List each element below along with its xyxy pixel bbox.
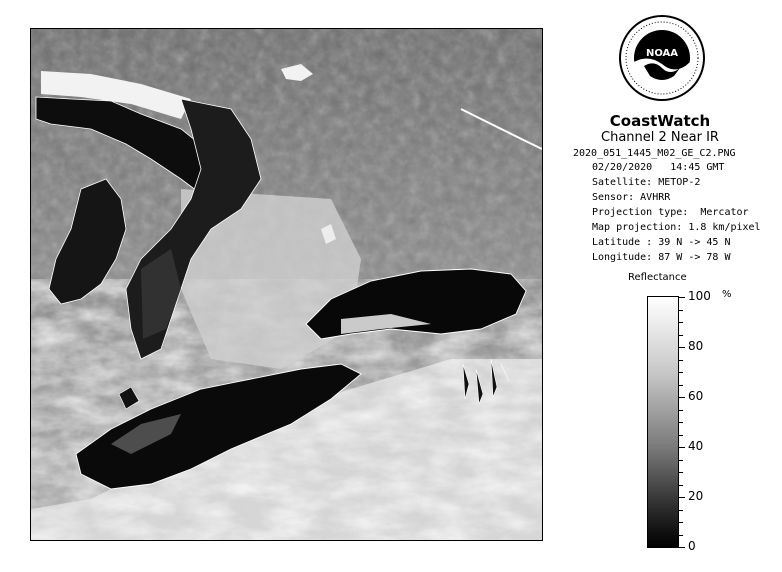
colorbar-minor-tick: [679, 460, 683, 461]
colorbar-minor-tick: [679, 510, 683, 511]
sensor: Sensor: AVHRR: [592, 192, 671, 203]
colorbar-tick-mark: [679, 297, 685, 298]
colorbar-minor-tick: [679, 372, 683, 373]
satellite-map-svg: [31, 29, 542, 540]
colorbar-minor-tick: [679, 472, 683, 473]
datetime: 02/20/2020 14:45 GMT: [592, 162, 725, 173]
channel-label: Channel 2 Near IR: [601, 130, 719, 145]
metadata-block: [592, 160, 761, 265]
map-projection: Map projection: 1.8 km/pixel: [592, 222, 761, 233]
logo-text: NOAA: [645, 48, 679, 59]
filename: 2020_051_1445_M02_GE_C2.PNG: [573, 148, 736, 159]
colorbar-minor-tick: [679, 310, 683, 311]
colorbar-minor-tick: [679, 522, 683, 523]
colorbar-minor-tick: [679, 322, 683, 323]
colorbar-tick-mark: [679, 397, 685, 398]
latitude-range: Latitude : 39 N -> 45 N: [592, 237, 731, 248]
satellite: Satellite: METOP-2: [592, 177, 701, 188]
product-title: CoastWatch: [609, 112, 711, 130]
info-panel: [560, 112, 782, 145]
colorbar-tick-label: 60: [688, 389, 704, 403]
colorbar-minor-tick: [679, 385, 683, 386]
colorbar-title: Reflectance: [628, 272, 687, 283]
colorbar-tick-label: 80: [688, 339, 704, 353]
colorbar-minor-tick: [679, 422, 683, 423]
longitude-range: Longitude: 87 W -> 78 W: [592, 252, 731, 263]
colorbar-tick-label: 0: [688, 539, 696, 553]
colorbar-minor-tick: [679, 535, 683, 536]
colorbar-tick-label: 40: [688, 439, 704, 453]
colorbar-minor-tick: [679, 360, 683, 361]
colorbar-tick-label: 20: [688, 489, 704, 503]
satellite-image: [30, 28, 543, 541]
colorbar-unit: %: [722, 289, 732, 300]
colorbar-minor-tick: [679, 435, 683, 436]
projection-type: Projection type: Mercator: [592, 207, 749, 218]
noaa-logo: [618, 14, 706, 102]
colorbar-tick-mark: [679, 547, 685, 548]
colorbar: [647, 296, 679, 548]
colorbar-minor-tick: [679, 485, 683, 486]
colorbar-tick-label: 100: [688, 289, 711, 303]
colorbar-minor-tick: [679, 335, 683, 336]
colorbar-tick-mark: [679, 447, 685, 448]
colorbar-tick-mark: [679, 497, 685, 498]
colorbar-tick-mark: [679, 347, 685, 348]
colorbar-minor-tick: [679, 410, 683, 411]
